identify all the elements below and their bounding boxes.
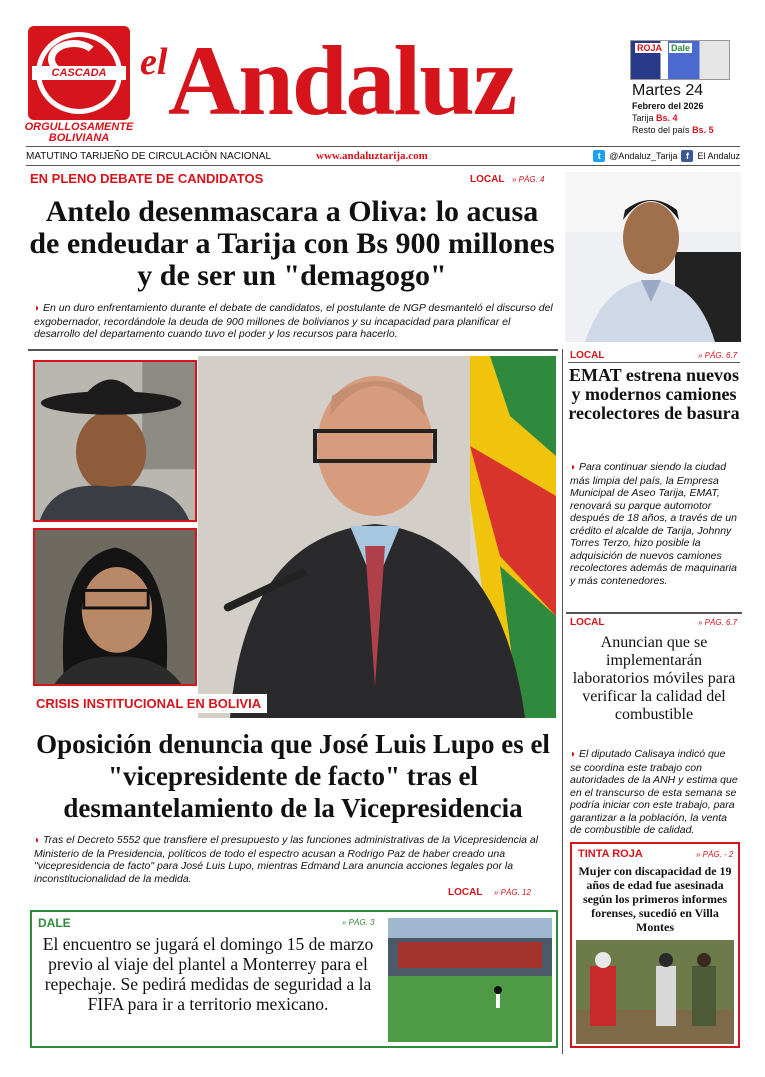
- dale-box: [30, 910, 558, 1048]
- tinta-section: TINTA ROJA: [578, 848, 643, 860]
- tinta-headline[interactable]: Mujer con discapacidad de 19 años de edad fue asesinada según los primeros informes forenses, sucedió en Villa Montes: [578, 864, 732, 934]
- lead-photo[interactable]: [565, 172, 741, 342]
- bullet-icon: ◗: [570, 462, 577, 473]
- bullet-icon: ◗: [570, 749, 577, 760]
- lead-section: LOCAL: [470, 174, 505, 185]
- inset-photo-man[interactable]: [33, 360, 197, 522]
- tagline: MATUTINO TARIJEÑO DE CIRCULACIÓN NACIONAL: [26, 151, 272, 162]
- emat-page: » PÁG. 6.7: [698, 351, 738, 360]
- issue-day: Martes 24: [632, 82, 704, 99]
- bullet-icon: ◗: [34, 303, 41, 314]
- main-body-text: Tras el Decreto 5552 que transfiere el presupuesto y las funciones administrativas de la Vicepresidencia al Ministerio de la Presidencia, políticos de todo el espectro acusan a Rodrigo Paz de haber creado una "vicepresidencia de facto" para José Luis Lupo, mientras Edmand Lara anuncia acciones legales por la inconstitucionalidad de la medida.: [34, 834, 539, 885]
- main-page: » PÁG. 12: [494, 888, 531, 897]
- lead-body-text: En un duro enfrentamiento durante el debate de candidatos, el postulante de NGP desmanteló el discurso del exgobernador, recordándole la deuda de 900 millones de bolivianos y su incapacidad para planificar el desarrollo del departamento cuando tuvo el poder y los recursos para hacerlo.: [34, 302, 553, 340]
- inset-photo-woman[interactable]: [33, 528, 197, 686]
- dale-headline[interactable]: El encuentro se jugará el domingo 15 de marzo previo al viaje del plantel a Monterrey para el repechaje. Se pedirá medidas de seguridad a la FIFA para ir a territorio mexicano.: [42, 934, 374, 1014]
- masthead-el: el: [140, 41, 168, 83]
- main-headline[interactable]: Oposición denuncia que José Luis Lupo es el "vicepresidente de facto" tras el desmantelamiento de la Vicepresidencia: [36, 729, 550, 823]
- labs-section: LOCAL: [570, 617, 605, 628]
- website-link[interactable]: www.andaluztarija.com: [316, 150, 428, 162]
- tinta-photo[interactable]: [576, 940, 734, 1044]
- emat-body-text: Para continuar siendo la ciudad más limpia del país, la Empresa Municipal de Aseo Tarija, EMAT, renovará su parque automotor después de 18 años, a través de un crédito el alcalde de Tarija, Johnny Torres Terzo, hizo posible la adquisición de nuevos camiones recolectores además de maquinaria y más contenedores.: [570, 461, 737, 587]
- cascada-logo: [28, 26, 130, 120]
- twitter-handle[interactable]: @Andaluz_Tarija: [609, 151, 678, 161]
- price-country: Resto del país Bs. 5: [632, 125, 714, 135]
- emat-headline[interactable]: EMAT estrena nuevos y modernos camiones recolectores de basura: [568, 365, 740, 423]
- dale-section: DALE: [38, 916, 71, 930]
- main-section: LOCAL: [448, 887, 483, 898]
- bullet-icon: ◗: [34, 835, 41, 846]
- social-links: [593, 150, 740, 162]
- masthead-title: Andaluz: [168, 25, 516, 136]
- edition-thumbnail[interactable]: [630, 40, 730, 80]
- info-bar: [26, 146, 740, 166]
- main-photo-label: CRISIS INSTITUCIONAL EN BOLIVIA: [30, 694, 267, 713]
- slogan: ORGULLOSAMENTE BOLIVIANA: [24, 121, 134, 144]
- issue-date: Febrero del 2026: [632, 101, 704, 111]
- thumb-label-roja: ROJA: [637, 43, 663, 53]
- dale-page: » PÁG. 3: [342, 918, 375, 927]
- labs-body-text: El diputado Calisaya indicó que se coordina este trabajo con autoridades de la ANH y estima que en el transcurso de esta semana se podría iniciar con este trabajo, para garantizar a la población, la venta de combustible de calidad.: [570, 748, 738, 836]
- lead-kicker: EN PLENO DEBATE DE CANDIDATOS: [30, 171, 264, 186]
- facebook-icon: f: [681, 150, 693, 162]
- tinta-roja-box: [570, 842, 740, 1048]
- emat-body: [570, 461, 738, 587]
- thumb-label-dale: Dale: [671, 43, 691, 53]
- twitter-icon: t: [593, 150, 605, 162]
- logo-text: CASCADA: [32, 66, 126, 80]
- facebook-page[interactable]: El Andaluz: [697, 151, 740, 161]
- lead-body: [34, 302, 554, 341]
- labs-body: [570, 748, 738, 837]
- price-local: Tarija Bs. 4: [632, 113, 678, 123]
- main-body: [34, 834, 554, 885]
- emat-section: LOCAL: [570, 350, 605, 361]
- labs-page: » PÁG. 6.7: [698, 618, 738, 627]
- labs-headline[interactable]: Anuncian que se implementarán laboratorios móviles para verificar la calidad del combustible: [572, 634, 736, 723]
- lead-headline[interactable]: Antelo desenmascara a Oliva: lo acusa de endeudar a Tarija con Bs 900 millones y de ser un "demagogo": [29, 195, 555, 292]
- dale-photo[interactable]: [388, 918, 552, 1042]
- lead-page: » PÁG. 4: [512, 175, 545, 184]
- tinta-page: » PÁG. - 2: [696, 850, 734, 859]
